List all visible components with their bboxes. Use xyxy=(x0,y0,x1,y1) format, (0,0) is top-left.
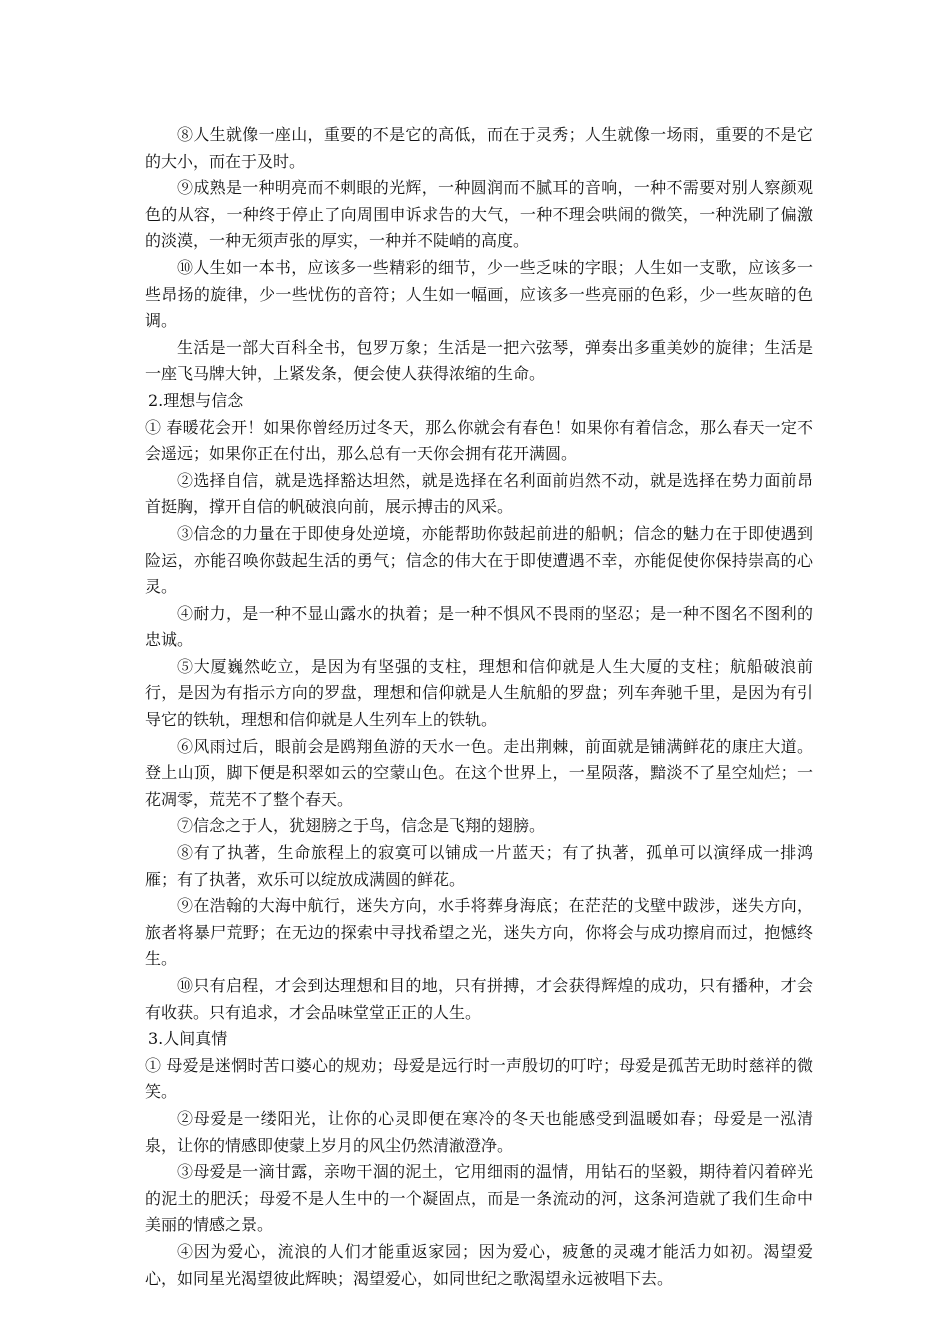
paragraph-belief-power: ③信念的力量在于即使身处逆境，亦能帮助你鼓起前进的船帆；信念的魅力在于即使遇到险运，亦能召唤你鼓起生活的勇气；信念的伟大在于即使遭遇不幸，亦能促使你保持崇高的心灵。 xyxy=(145,523,813,597)
paragraph-pillars: ⑤大厦巍然屹立，是因为有坚强的支柱，理想和信仰就是人生大厦的支柱；航船破浪前行，是因为有指示方向的罗盘，理想和信仰就是人生航船的罗盘；列车奔驰千里，是因为有引导它的铁轨，理想和信仰就是人生列车上的铁轨。 xyxy=(145,656,813,730)
paragraph-love-home: ④因为爱心，流浪的人们才能重返家园；因为爱心，疲惫的灵魂才能活力如初。渴望爱心，如同星光渴望彼此辉映；渴望爱心，如同世纪之歌渴望永远被唱下去。 xyxy=(145,1241,813,1288)
section-heading-ideals: 2.理想与信念 xyxy=(148,390,244,410)
paragraph-direction: ⑨在浩翰的大海中航行，迷失方向，水手将葬身海底；在茫茫的戈壁中跋涉，迷失方向，旅者将暴尸荒野；在无边的探索中寻找希望之光，迷失方向，你将会与成功擦肩而过，抱憾终生。 xyxy=(145,896,813,969)
paragraph-maturity: ⑨成熟是一种明亮而不刺眼的光辉，一种圆润而不腻耳的音响，一种不需要对别人察颜观色的从容，一种终于停止了向周围申诉求告的大气，一种不理会哄闹的微笑，一种洗刷了偏激的淡漠，一种无须声张的厚实，一种并不陡峭的高度。 xyxy=(145,178,813,251)
document-body xyxy=(145,122,813,1292)
paragraph-departure: ⑩只有启程，才会到达理想和目的地，只有拼搏，才会获得辉煌的成功，只有播种，才会有收获。只有追求，才会品味堂堂正正的人生。 xyxy=(145,976,813,1022)
paragraph-confidence: ②选择自信，就是选择豁达坦然，就是选择在名利面前岿然不动，就是选择在势力面前昂首挺胸，撑开自信的帆破浪向前，展示搏击的风采。 xyxy=(145,470,813,517)
paragraph-mother-love-1: ① 母爱是迷惘时苦口婆心的规劝；母爱是远行时一声殷切的叮咛；母爱是孤苦无助时慈祥的微笑。 xyxy=(145,1055,813,1102)
paragraph-life-book: ⑩人生如一本书，应该多一些精彩的细节，少一些乏味的字眼；人生如一支歌，应该多一些昂扬的旋律，少一些忧伤的音符；人生如一幅画，应该多一些亮丽的色彩，少一些灰暗的色调。 xyxy=(145,257,813,331)
paragraph-endurance: ④耐力，是一种不显山露水的执着；是一种不惧风不畏雨的坚忍；是一种不图名不图利的忠诚。 xyxy=(145,603,813,650)
paragraph-life-mountain: ⑧人生就像一座山，重要的不是它的高低，而在于灵秀；人生就像一场雨，重要的不是它的大小，而在于及时。 xyxy=(145,125,813,171)
paragraph-spring-flowers: ① 春暖花会开！如果你曾经历过冬天，那么你就会有春色！如果你有着信念，那么春天一定不会遥远；如果你正在付出，那么总有一天你会拥有花开满圆。 xyxy=(145,417,813,464)
paragraph-mother-love-2: ②母爱是一缕阳光，让你的心灵即便在寒冷的冬天也能感受到温暖如春；母爱是一泓清泉，让你的情感即使蒙上岁月的风尘仍然清澈澄净。 xyxy=(145,1108,813,1155)
paragraph-life-encyclopedia: 生活是一部大百科全书，包罗万象；生活是一把六弦琴，弹奏出多重美妙的旋律；生活是一座飞马牌大钟，上紧发条，便会使人获得浓缩的生命。 xyxy=(145,337,813,384)
paragraph-after-storm: ⑥风雨过后，眼前会是鸥翔鱼游的天水一色。走出荆棘，前面就是铺满鲜花的康庄大道。登上山顶，脚下便是积翠如云的空蒙山色。在这个世界上，一星陨落，黯淡不了星空灿烂；一花凋零，荒芜不了整个春天。 xyxy=(145,736,813,809)
paragraph-wings: ⑦信念之于人，犹翅膀之于鸟，信念是飞翔的翅膀。 xyxy=(177,816,546,836)
paragraph-persistence: ⑧有了执著，生命旅程上的寂寞可以铺成一片蓝天；有了执著，孤单可以演绎成一排鸿雁；有了执著，欢乐可以绽放成满圆的鲜花。 xyxy=(145,843,813,889)
section-heading-affection: 3.人间真情 xyxy=(148,1029,228,1049)
paragraph-mother-love-3: ③母爱是一滴甘露，亲吻干涸的泥土，它用细雨的温情，用钻石的坚毅，期待着闪着碎光的泥土的肥沃；母爱不是人生中的一个凝固点，而是一条流动的河，这条河造就了我们生命中美丽的情感之景。 xyxy=(145,1162,813,1235)
